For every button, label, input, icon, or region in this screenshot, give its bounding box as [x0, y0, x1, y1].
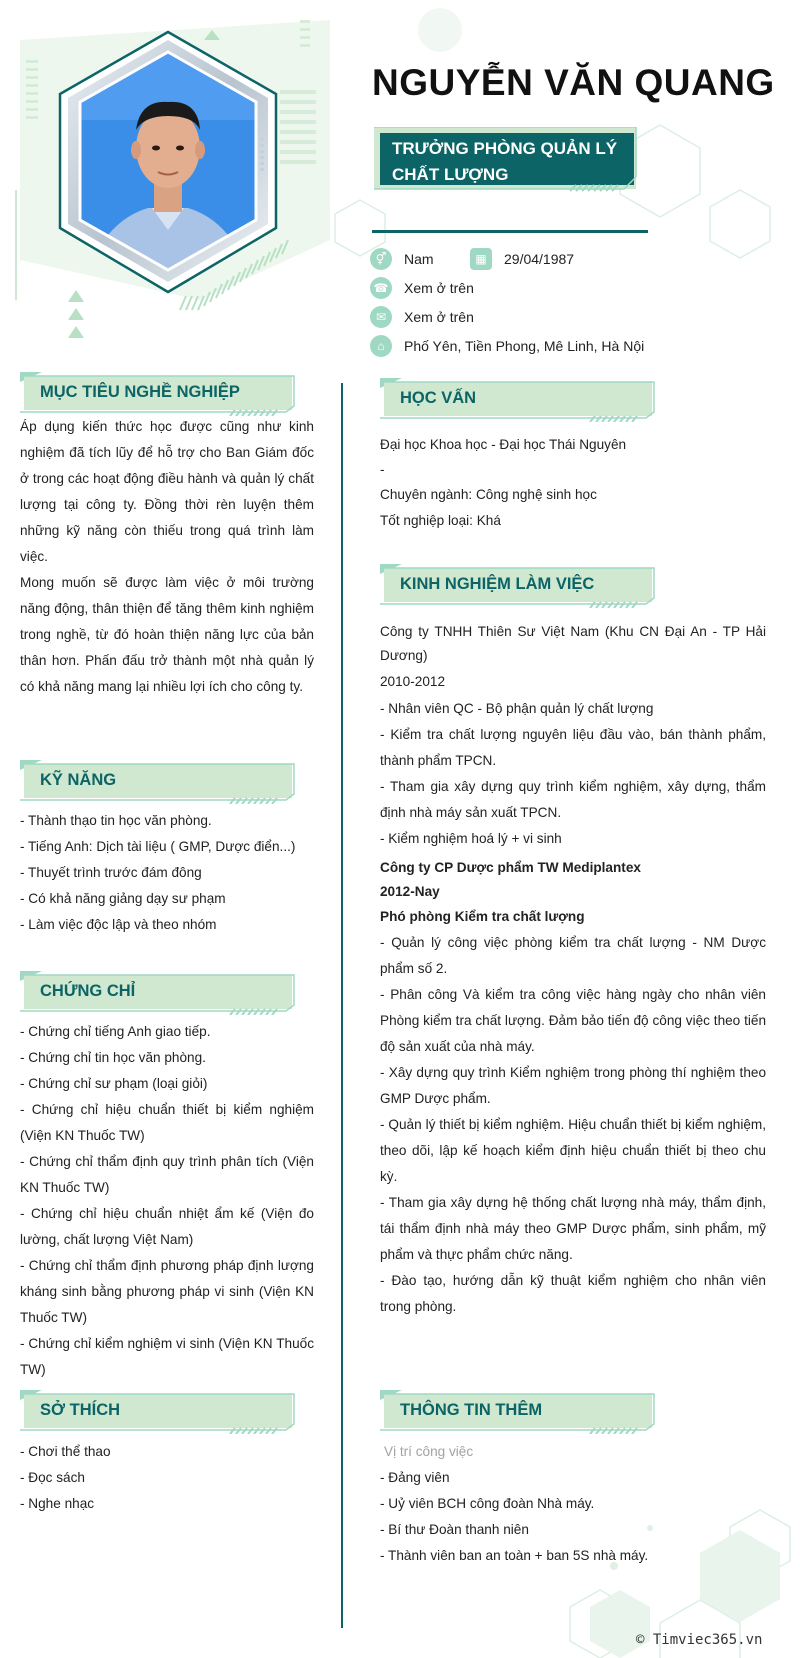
section-header-extra [380, 1390, 658, 1434]
column-divider [341, 383, 343, 1628]
list-item: - Chứng chỉ thẩm định quy trình phân tích (Viện KN Thuốc TW) [20, 1154, 314, 1195]
section-header-education [380, 378, 658, 422]
job-duty: - Quản lý thiết bị kiểm nghiệm. Hiệu chuẩn thiết bị kiểm nghiệm, theo dõi, lập kế hoạch kiểm định hiệu chuẩn thiết bị theo chu kỳ. [380, 1117, 766, 1184]
list-item: - Chứng chỉ hiệu chuẩn thiết bị kiểm nghiệm (Viện KN Thuốc TW) [20, 1102, 314, 1143]
job-duty: - Đào tạo, hướng dẫn kỹ thuật kiểm nghiệm cho nhân viên trong phòng. [380, 1273, 766, 1314]
school-name: Đại học Khoa học - Đại học Thái Nguyên [380, 437, 627, 452]
profile-photo [48, 30, 288, 304]
hobbies-list [20, 1439, 314, 1517]
job-duty: - Quản lý công việc phòng kiểm tra chất lượng - NM Dược phẩm số 2. [380, 935, 766, 976]
phone-icon: ☎ [370, 277, 392, 299]
job-duty: - Kiểm tra chất lượng nguyên liệu đầu vào, bán thành phẩm, thành phẩm TPCN. [380, 727, 766, 768]
list-item: - Chơi thể thao [20, 1444, 111, 1459]
job-role: - Nhân viên QC - Bộ phận quản lý chất lượng [380, 701, 654, 716]
list-item: - Chứng chỉ kiểm nghiệm vi sinh (Viện KN Thuốc TW) [20, 1336, 314, 1377]
job-company: Công ty CP Dược phẩm TW Mediplantex [380, 860, 641, 875]
education-period: - [380, 462, 385, 477]
extra-details [380, 1439, 766, 1569]
section-header-skills [20, 760, 298, 804]
job-company: Công ty TNHH Thiên Sư Việt Nam (Khu CN Đại An - TP Hải Dương) [380, 624, 766, 663]
section-title: SỞ THÍCH [40, 1401, 121, 1419]
job-duty: - Kiểm nghiệm hoá lý + vi sinh [380, 831, 562, 846]
section-title: MỤC TIÊU NGHỀ NGHIỆP [40, 383, 240, 401]
objective-paragraph: Mong muốn sẽ được làm việc ở môi trường năng động, thân thiện để tăng thêm kinh nghiệm trong nghề, từ đó hoàn thiện năng lực của bản thân hơn. Phấn đấu trở thành một nhà quản lý có khả năng mang lại nhiều lợi ích cho công ty. [20, 575, 314, 694]
phone-value: Xem ở trên [404, 280, 474, 296]
education-grade: Tốt nghiệp loại: Khá [380, 513, 501, 528]
email-icon: ✉ [370, 306, 392, 328]
section-header-certificates [20, 971, 298, 1015]
position-title-box [374, 127, 648, 193]
birthdate-value: 29/04/1987 [504, 251, 575, 267]
list-item: - Chứng chỉ hiệu chuẩn nhiệt ẩm kế (Viện đo lường, chất lượng Việt Nam) [20, 1206, 314, 1247]
section-title: CHỨNG CHỈ [40, 982, 136, 1000]
list-item: - Thành viên ban an toàn + ban 5S nhà máy. [380, 1548, 649, 1563]
list-item: - Nghe nhạc [20, 1496, 95, 1511]
address-value: Phố Yên, Tiền Phong, Mê Linh, Hà Nội [404, 338, 645, 354]
header-divider [372, 230, 648, 233]
skills-list [20, 808, 314, 938]
gender-icon: ⚥ [370, 248, 392, 270]
education-details [380, 432, 766, 534]
job-period: 2010-2012 [380, 674, 446, 689]
job-duty: - Tham gia xây dựng quy trình kiểm nghiệm, xây dựng, thẩm định nhà máy sản xuất TPCN. [380, 779, 766, 820]
list-item: - Chứng chỉ tin học văn phòng. [20, 1050, 206, 1065]
section-title: THÔNG TIN THÊM [400, 1401, 543, 1419]
list-item: - Tiếng Anh: Dịch tài liệu ( GMP, Dược điển...) [20, 839, 296, 854]
objective-text [20, 414, 314, 700]
list-item: - Thành thạo tin học văn phòng. [20, 813, 212, 828]
certificates-list [20, 1019, 314, 1383]
contact-address [370, 335, 644, 357]
section-title: KỸ NĂNG [40, 771, 117, 789]
education-major: Chuyên ngành: Công nghệ sinh học [380, 487, 597, 502]
watermark: © Timviec365.vn [636, 1632, 763, 1648]
job-role: Phó phòng Kiểm tra chất lượng [380, 909, 585, 924]
position-title: TRƯỞNG PHÒNG QUẢN LÝ CHẤT LƯỢNG [392, 139, 618, 184]
section-header-experience [380, 564, 658, 608]
list-item: - Uỷ viên BCH công đoàn Nhà máy. [380, 1496, 595, 1511]
objective-paragraph: Áp dụng kiến thức học được cũng như kinh nghiệm đã tích lũy để hỗ trợ cho Ban Giám đốc ở trong các hoạt động điều hành và quản lý chất lượng tại công ty. Đồng thời rèn luyện thêm những kỹ năng còn thiếu trong quá trình làm việc. [20, 419, 314, 564]
section-header-hobbies [20, 1390, 298, 1434]
list-item: - Bí thư Đoàn thanh niên [380, 1522, 529, 1537]
list-item: - Làm việc độc lập và theo nhóm [20, 917, 217, 932]
list-item: - Có khả năng giảng dạy sư phạm [20, 891, 226, 906]
home-icon: ⌂ [370, 335, 392, 357]
list-item: - Chứng chỉ sư phạm (loại giỏi) [20, 1076, 208, 1091]
job-duty: - Xây dựng quy trình Kiểm nghiệm trong phòng thí nghiệm theo GMP Dược phẩm. [380, 1065, 766, 1106]
section-title: KINH NGHIỆM LÀM VIỆC [400, 575, 595, 593]
job-period: 2012-Nay [380, 884, 440, 899]
job-duty: - Tham gia xây dựng hệ thống chất lượng nhà máy, thẩm định, tái thẩm định nhà máy theo GMP Dược phẩm, sinh phẩm, mỹ phẩm và thực phẩm chức năng. [380, 1195, 766, 1262]
experience-details [380, 620, 766, 1320]
list-item: - Chứng chỉ thẩm định phương pháp định lượng kháng sinh bằng phương pháp vi sinh (Viện KN Thuốc TW) [20, 1258, 314, 1325]
extra-subtitle: Vị trí công việc [384, 1444, 474, 1459]
email-value: Xem ở trên [404, 309, 474, 325]
section-title: HỌC VẤN [400, 389, 477, 407]
list-item: - Đảng viên [380, 1470, 450, 1485]
job-duty: - Phân công Và kiểm tra công việc hàng ngày cho nhân viên Phòng kiểm tra chất lượng. Đảm bảo tiến độ công việc theo tiến độ sản xuất của nhà máy. [380, 987, 766, 1054]
candidate-name: NGUYỄN VĂN QUANG [372, 62, 775, 103]
contact-phone [370, 277, 474, 299]
list-item: - Thuyết trình trước đám đông [20, 865, 202, 880]
gender-value: Nam [404, 251, 434, 267]
calendar-icon: ▦ [470, 248, 492, 270]
list-item: - Đọc sách [20, 1470, 85, 1485]
list-item: - Chứng chỉ tiếng Anh giao tiếp. [20, 1024, 211, 1039]
section-header-objective [20, 372, 298, 416]
contact-gender-birth [370, 248, 574, 270]
contact-email [370, 306, 474, 328]
